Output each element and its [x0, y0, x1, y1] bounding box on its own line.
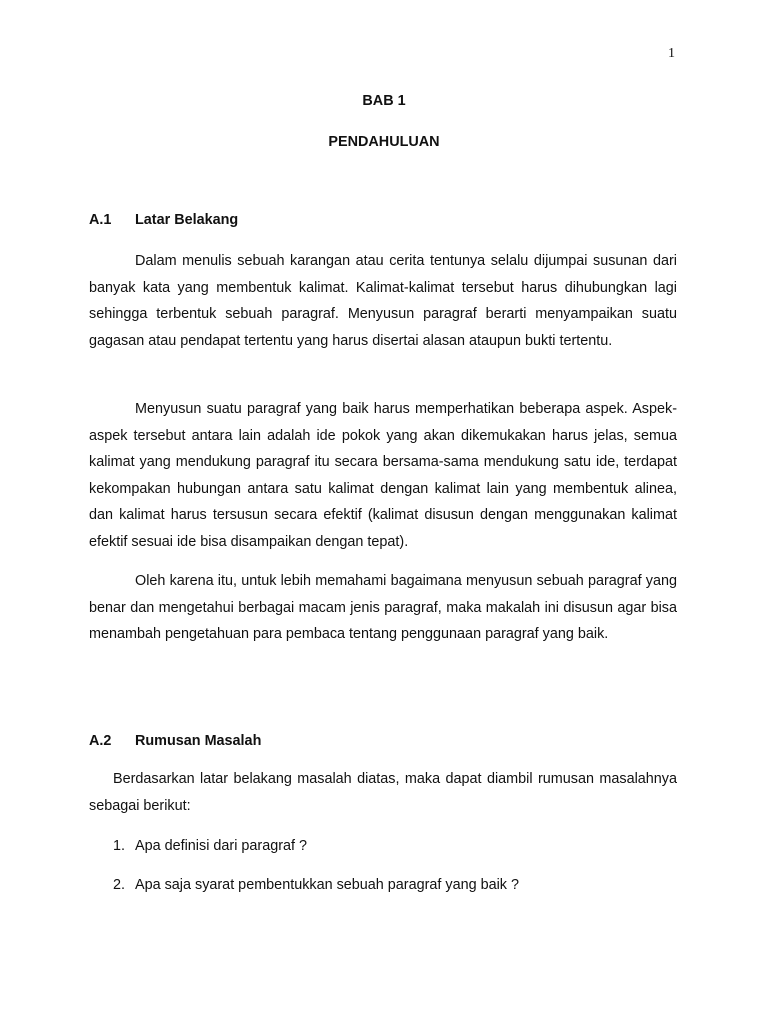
- paragraph-3: Oleh karena itu, untuk lebih memahami bagaimana menyusun sebuah paragraf yang benar dan mengetahui berbagai macam jenis paragraf, maka makalah ini disusun agar bisa menambah pengetahuan para pembaca tentang penggunaan paragraf yang baik.: [89, 573, 677, 643]
- chapter-label: BAB 1: [362, 93, 406, 109]
- list-item-text: Apa definisi dari paragraf ?: [135, 838, 307, 854]
- section-title: Rumusan Masalah: [135, 733, 262, 749]
- list-item-number: 2.: [113, 877, 126, 893]
- paragraph-4: Berdasarkan latar belakang masalah diatas, maka dapat diambil rumusan masalahnya sebagai berikut:: [89, 771, 677, 814]
- question-list: [89, 836, 677, 914]
- section-heading-latar-belakang: [89, 212, 238, 228]
- list-item-number: 1.: [113, 838, 126, 854]
- chapter-title: PENDAHULUAN: [328, 134, 440, 150]
- page-number: 1: [668, 46, 675, 61]
- paragraph-1: Dalam menulis sebuah karangan atau cerita tentunya selalu dijumpai susunan dari banyak kata yang membentuk kalimat. Kalimat-kalimat tersebut harus dihubungkan lagi sehingga terbentuk sebuah paragraf. Menyusun paragraf berarti menyampaikan suatu gagasan atau pendapat tertentu yang harus disertai alasan ataupun bukti tertentu.: [89, 253, 677, 349]
- paragraph-2: Menyusun suatu paragraf yang baik harus memperhatikan beberapa aspek. Aspek-aspek tersebut antara lain adalah ide pokok yang akan dikemukakan harus jelas, semua kalimat yang mendukung paragraf itu secara bersama-sama mendukung satu ide, terdapat kekompakan hubungan antara satu kalimat dengan kalimat lain yang membentuk alinea, dan kalimat harus tersusun secara efektif (kalimat disusun dengan menggunakan kalimat efektif sesuai ide bisa disampaikan dengan tepat).: [89, 401, 677, 550]
- section-title: Latar Belakang: [135, 212, 239, 228]
- list-item: [89, 875, 677, 914]
- section-heading-rumusan-masalah: [89, 733, 261, 749]
- list-item: [89, 836, 677, 875]
- section-number: A.1: [89, 212, 112, 228]
- list-item-text: Apa saja syarat pembentukkan sebuah paragraf yang baik ?: [135, 877, 520, 893]
- section-number: A.2: [89, 733, 112, 749]
